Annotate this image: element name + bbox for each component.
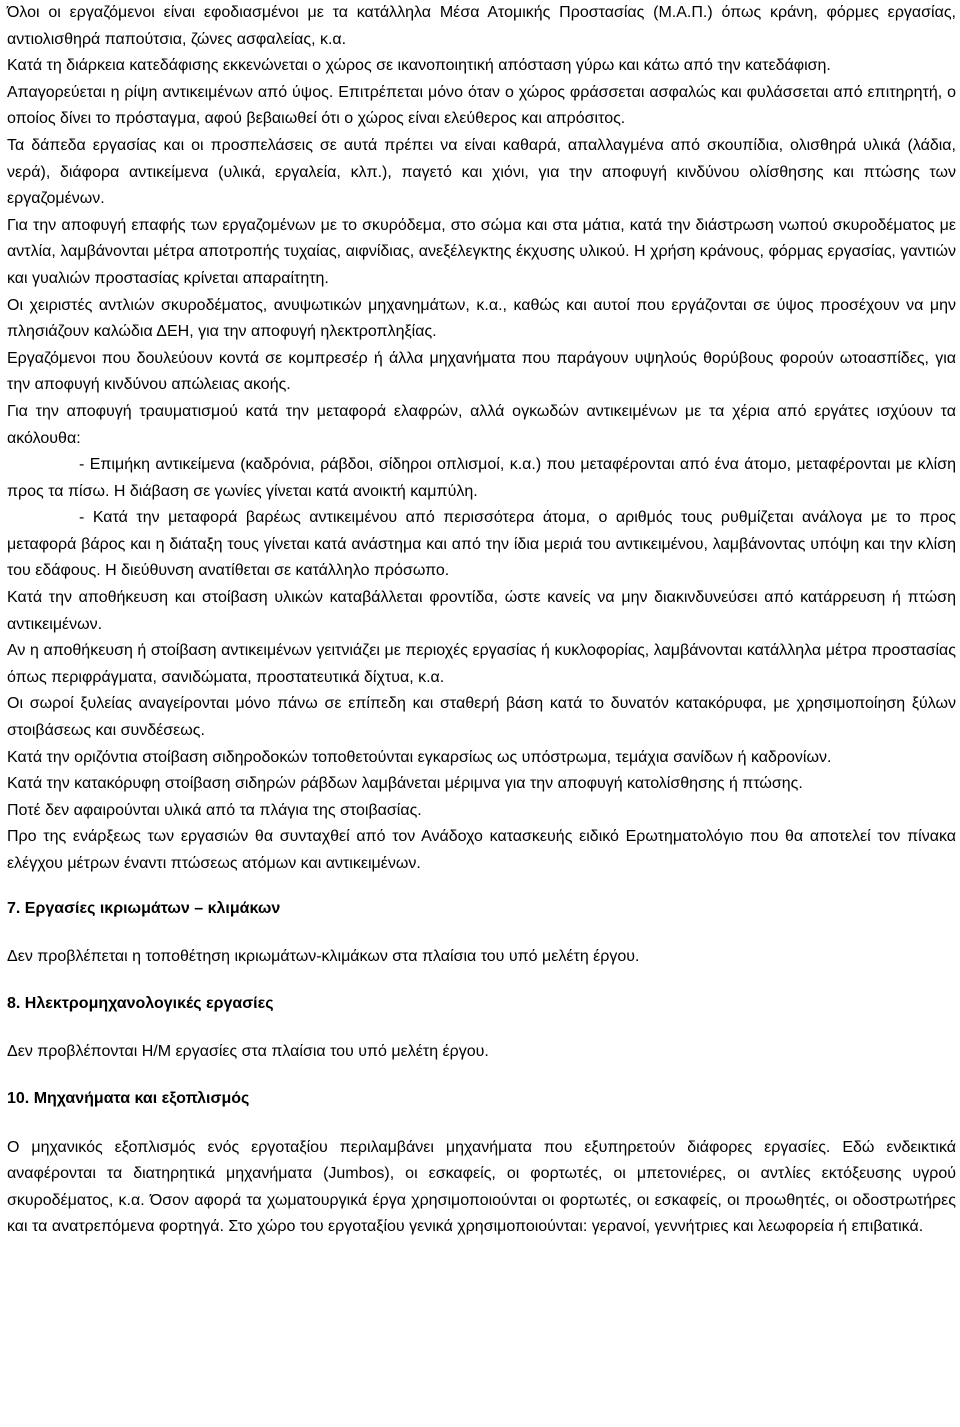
list-item: - Επιμήκη αντικείμενα (καδρόνια, ράβδοι, σίδηροι οπλισμοί, κ.α.) που μεταφέρονται από ένα άτομο, μεταφέρονται με κλίση προς τα πίσω. Η διάβαση σε γωνίες γίνεται κατά ανοικτή καμπύλη. [7,456,956,500]
section-heading: 8. Ηλεκτρομηχανολογικές εργασίες [7,994,274,1012]
paragraph: Αν η αποθήκευση ή στοίβαση αντικειμένων γειτνιάζει με περιοχές εργασίας ή κυκλοφορίας, λαμβάνονται κατάλληλα μέτρα προστασίας όπως περιφράγματα, σανιδώματα, προστατευτικά δίχτυα, κ.α. [7,642,956,686]
list-item: - Κατά την μεταφορά βαρέως αντικειμένου από περισσότερα άτομα, ο αριθμός τους ρυθμίζεται ανάλογα με το προς μεταφορά βάρος και η διάταξη τους γίνεται κατά ανάστημα και από την ίδια μεριά του αντικειμένου, λαμβάνοντας υπόψη και την κλίση του εδάφους. Η διεύθυνση ανατίθεται σε κατάλληλο πρόσωπο. [7,509,956,580]
section-machinery [7,1086,956,1241]
section-scaffolding [7,896,956,971]
paragraph: Για την αποφυγή επαφής των εργαζομένων με το σκυρόδεμα, στο σώμα και στα μάτια, κατά την διάστρωση νωπού σκυροδέματος με αντλία, λαμβάνονται μέτρα αποτροπής τυχαίας, αιφνίδιας, ανεξέλεγκτης έκχυσης υλικού. Η χρήση κράνους, φόρμας εργασίας, γαντιών και γυαλιών προστασίας κρίνεται απαραίτητη. [7,216,956,287]
intro-block [7,0,956,452]
section-electromechanical [7,991,956,1066]
paragraph: Κατά τη διάρκεια κατεδάφισης εκκενώνεται ο χώρος σε ικανοποιητική απόσταση γύρω και κάτω από την κατεδάφιση. [7,57,831,75]
paragraph: Τα δάπεδα εργασίας και οι προσπελάσεις σε αυτά πρέπει να είναι καθαρά, απαλλαγμένα από σκουπίδια, ολισθηρά υλικά (λάδια, νερά), διάφορα αντικείμενα (υλικά, εργαλεία, κλπ.), παγετό και χιόνι, για την αποφυγή κινδύνου ολίσθησης και πτώσης των εργαζομένων. [7,136,956,208]
paragraph: Οι χειριστές αντλιών σκυροδέματος, ανυψωτικών μηχανημάτων, κ.α., καθώς και αυτοί που εργάζονται σε ύψος προσέχουν να μην πλησιάζουν καλώδια ΔΕΗ, για την αποφυγή ηλεκτροπληξίας. [7,296,956,341]
paragraph: Εργαζόμενοι που δουλεύουν κοντά σε κομπρεσέρ ή άλλα μηχανήματα που παράγουν υψηλούς θορύβους φορούν ωτοασπίδες, για την αποφυγή κινδύνου απώλειας ακοής. [7,349,956,394]
paragraph: Προ της ενάρξεως των εργασιών θα συνταχθεί από τον Ανάδοχο κατασκευής ειδικό Ερωτηματολόγιο που θα αποτελεί τον πίνακα ελέγχου μέτρων έναντι πτώσεως ατόμων και αντικειμένων. [7,828,956,872]
section-body: Δεν προβλέπεται η τοποθέτηση ικριωμάτων-κλιμάκων στα πλαίσια του υπό μελέτη έργου. [7,948,640,966]
paragraph: Όλοι οι εργαζόμενοι είναι εφοδιασμένοι με τα κατάλληλα Μέσα Ατομικής Προστασίας (Μ.Α.Π.) όπως κράνη, φόρμες εργασίας, αντιολισθηρά παπούτσια, ζώνες ασφαλείας, κ.α. [7,4,956,48]
paragraph: Κατά την οριζόντια στοίβαση σιδηροδοκών τοποθετούνται εγκαρσίως ως υπόστρωμα, τεμάχια σανίδων ή καδρονίων. [7,748,832,766]
paragraph: Για την αποφυγή τραυματισμού κατά την μεταφορά ελαφρών, αλλά ογκωδών αντικειμένων με τα χέρια από εργάτες ισχύουν τα ακόλουθα: [7,402,956,447]
storage-block [7,585,956,878]
paragraph: Κατά την κατακόρυφη στοίβαση σιδηρών ράβδων λαμβάνεται μέριμνα για την αποφυγή κατολίσθησης ή πτώσης. [7,775,803,793]
paragraph: Οι σωροί ξυλείας αναγείρονται μόνο πάνω σε επίπεδη και σταθερή βάση κατά το δυνατόν κατακόρυφα, με χρησιμοποίηση ξύλων στοιβάσεως και συνδέσεως. [7,695,956,740]
carrying-rules-list [7,452,956,585]
section-body: Ο μηχανικός εξοπλισμός ενός εργοταξίου περιλαμβάνει μηχανήματα που εξυπηρετούν διάφορες εργασίες. Εδώ ενδεικτικά αναφέρονται τα διατηρητικά μηχανήματα (Jumbos), οι εσκαφείς, οι φορτωτές, οι μπετονιέρες, οι αντλίες εκτόξευσης υγρού σκυροδέματος, κ.α. Όσον αφορά τα χωματουργικά έργα χρησιμοποιούνται οι φορτωτές, οι εσκαφείς, οι προωθητές, οι οδοστρωτήρες και τα ανατρεπόμενα φορτηγά. Στο χώρο του εργοταξίου γενικά χρησιμοποιούνται: γερανοί, γεννήτριες και λεωφορεία ή επιβατικά. [7,1138,956,1236]
paragraph: Κατά την αποθήκευση και στοίβαση υλικών καταβάλλεται φροντίδα, ώστε κανείς να μην διακινδυνεύσει από κατάρρευση ή πτώση αντικειμένων. [7,589,956,633]
paragraph: Απαγορεύεται η ρίψη αντικειμένων από ύψος. Επιτρέπεται μόνο όταν ο χώρος φράσσεται ασφαλώς και φυλάσσεται από επιτηρητή, ο οποίος δίνει το πρόσταγμα, αφού βεβαιωθεί ότι ο χώρος είναι ελεύθερος και απρόσιτος. [7,83,956,128]
section-body: Δεν προβλέπονται Η/Μ εργασίες στα πλαίσια του υπό μελέτη έργου. [7,1043,489,1061]
section-heading: 10. Μηχανήματα και εξοπλισμός [7,1089,250,1107]
section-heading: 7. Εργασίες ικριωμάτων – κλιμάκων [7,899,281,917]
paragraph: Ποτέ δεν αφαιρούνται υλικά από τα πλάγια της στοιβασίας. [7,801,422,819]
